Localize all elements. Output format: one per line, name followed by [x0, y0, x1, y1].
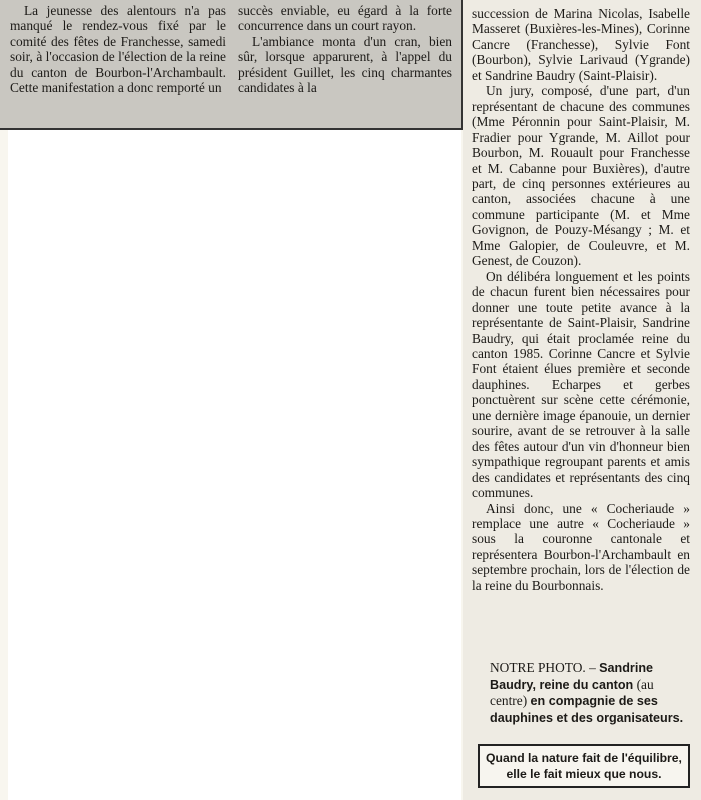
- paragraph: On délibéra longuement et les points de chacun furent bien nécessaires pour donner une toute petite avance à la représentante de Saint-Plaisir, Sandrine Baudry, qui était proclamée reine du canton 1985. Corinne Cancre et Sylvie Font étaient élues première et seconde dauphines. Echarpes et gerbes ponctuèrent sur scène cette cérémonie, une dernière image épanouie, un dernier sourire, avant de se retrouver à la salle des fêtes autour d'un vin d'honneur bien sympathique regroupant parents et amis des candidates et représentants des cinq communes.: [472, 268, 690, 501]
- photo-caption: [490, 660, 690, 726]
- caption-bold-2: en compagnie de ses dauphines et des organisateurs.: [490, 694, 684, 725]
- article-column-3: [472, 6, 690, 593]
- paragraph: Ainsi donc, une « Cocheriaude » remplace une autre « Cocheriaude » sous la couronne cantonale et représentera Bourbon-l'Archambault en septembre prochain, lors de l'élection de la reine du Bourbonnais.: [472, 500, 690, 593]
- quote-text: Quand la nature fait de l'équilibre, elle le fait mieux que nous.: [486, 751, 682, 781]
- photo-area: [8, 130, 461, 800]
- paragraph: L'ambiance monta d'un cran, bien sûr, lorsque apparurent, à l'appel du président Guillet, les cinq charmantes candidates à la: [238, 33, 452, 96]
- paragraph: succès enviable, eu égard à la forte concurrence dans un court rayon.: [238, 3, 452, 34]
- boxed-quote: [478, 744, 690, 788]
- paragraph: succession de Marina Nicolas, Isabelle Masseret (Buxières-les-Mines), Corinne Cancre (Franchesse), Sylvie Font (Bourbon), Sylvie Larivaud (Ygrande) et Sandrine Baudry (Saint-Plaisir).: [472, 6, 690, 83]
- caption-bold-1: Sandrine Baudry, reine du canton: [490, 661, 654, 692]
- caption-middle: (au centre): [490, 676, 654, 708]
- article-column-2: [238, 3, 452, 96]
- paragraph: Un jury, composé, d'une part, d'un représentant de chacune des communes (Mme Péronnin pour Saint-Plaisir, M. Fradier pour Ygrande, M. Aillot pour Bourbon, M. Rouault pour Franchesse et M. Cabanne pour Buxières), d'autre part, de cinq personnes extérieures au canton, associées chacune à une commune participante (M. et Mme Govignon, de Pouzy-Mésangy ; M. et Mme Galopier, de Couleuvre, et M. Genest, de Couzon).: [472, 83, 690, 269]
- article-column-1: [10, 3, 226, 96]
- caption-lead: NOTRE PHOTO. –: [490, 660, 596, 675]
- paragraph: La jeunesse des alentours n'a pas manqué le rendez-vous fixé par le comité des fêtes de Franchesse, samedi soir, à l'occasion de l'élection de la reine du canton de Bourbon-l'Archambault. Cette manifestation a donc remporté un: [10, 3, 226, 96]
